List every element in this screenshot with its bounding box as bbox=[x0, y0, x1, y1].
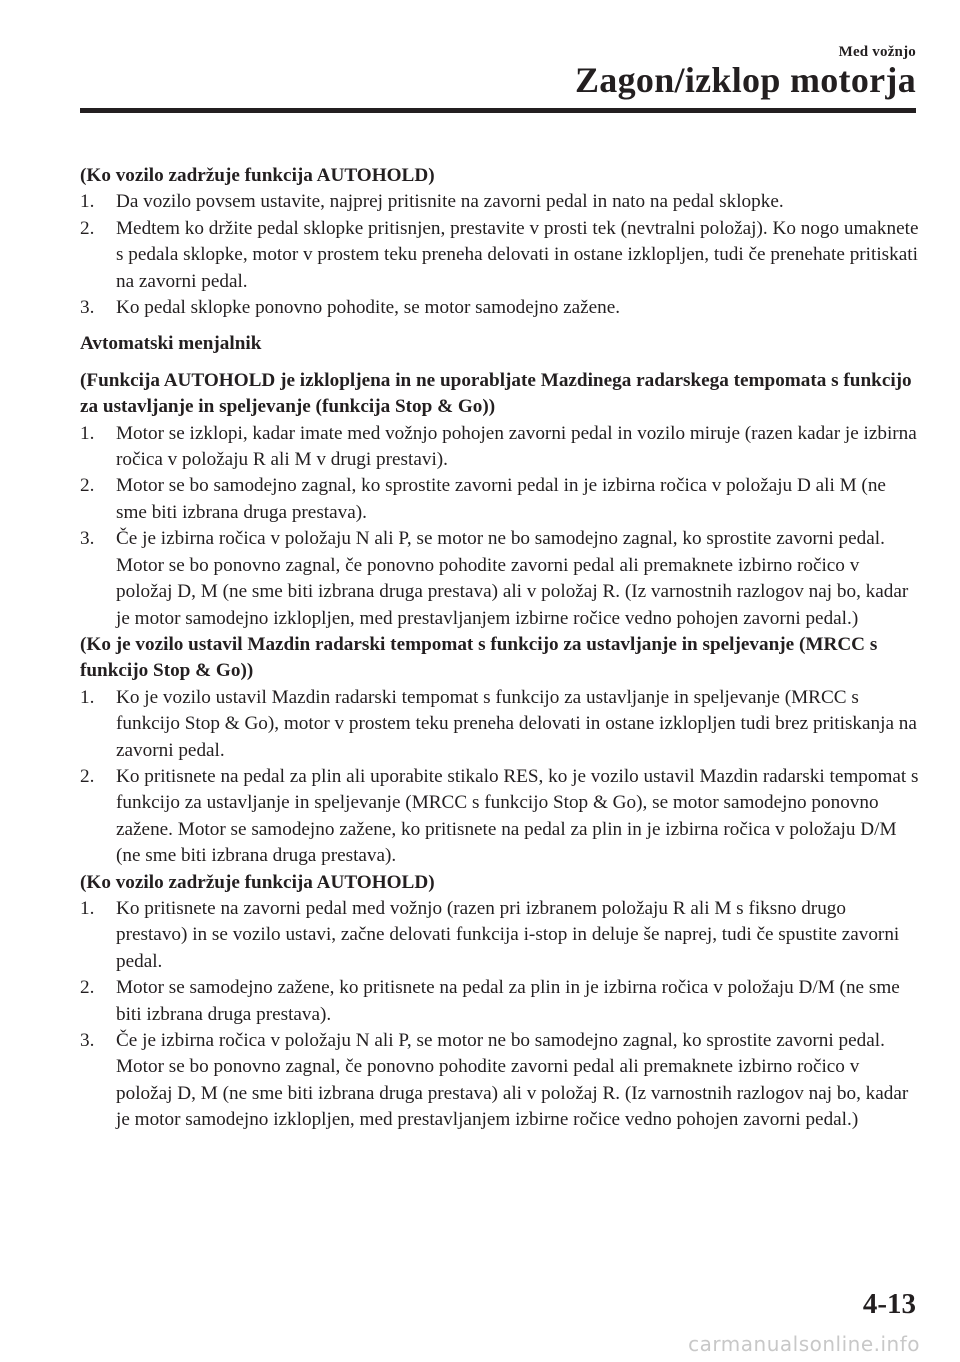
page-title: Zagon/izklop motorja bbox=[574, 60, 916, 100]
numbered-list bbox=[80, 421, 920, 632]
list-number: 1. bbox=[80, 686, 95, 708]
condition-heading: (Ko vozilo zadržuje funkcija AUTOHOLD) bbox=[80, 165, 435, 186]
list-text: Ko pedal sklopke ponovno pohodite, se motor samodejno zažene. bbox=[116, 297, 621, 319]
list-number: 1. bbox=[80, 191, 95, 213]
list-number: 1. bbox=[80, 422, 95, 444]
list-text: Motor se bo samodejno zagnal, ko sprostite zavorni pedal in je izbirna ročica v položaju D ali M (ne sme biti izbrana druga prestava). bbox=[116, 475, 886, 523]
list-item bbox=[80, 1028, 920, 1134]
condition-heading: (Ko vozilo zadržuje funkcija AUTOHOLD) bbox=[80, 871, 435, 893]
list-number: 2. bbox=[80, 977, 95, 999]
list-number: 2. bbox=[80, 217, 95, 239]
list-item bbox=[80, 526, 920, 632]
section-label: Med vožnjo bbox=[838, 44, 916, 60]
list-number: 3. bbox=[80, 528, 95, 550]
list-item bbox=[80, 421, 920, 474]
list-item bbox=[80, 189, 920, 215]
list-text: Če je izbirna ročica v položaju N ali P, se motor ne bo samodejno zagnal, ko sprostite zavorni pedal. Motor se bo ponovno zagnal, če ponovno pohodite zavorni pedal ali premaknete izbirno ročico v položaj D, M (ne sme biti izbrana druga prestava) ali v položaj R. (Iz varnostnih razlogov naj bo, kadar je motor samodejno izklopljen, med prestavljanjem izbirne ročice vedno pohojen zavorni pedal.) bbox=[116, 1030, 909, 1131]
numbered-list bbox=[80, 189, 920, 321]
list-text: Motor se izklopi, kadar imate med vožnjo pohojen zavorni pedal in vozilo miruje (razen kadar je izbirna ročica v položaju R ali M v drugi prestavi). bbox=[116, 422, 917, 471]
list-item bbox=[80, 896, 920, 975]
list-number: 3. bbox=[80, 1030, 95, 1051]
condition-heading: (Funkcija AUTOHOLD je izklopljena in ne uporabljate Mazdinega radarskega tempomata s funkcijo za ustavljanje in speljevanje (funkcija Stop & Go)) bbox=[80, 369, 912, 418]
list-item bbox=[80, 764, 920, 870]
watermark: carmanualsonline.info bbox=[688, 1332, 920, 1356]
numbered-list bbox=[80, 685, 920, 870]
list-text: Motor se samodejno zažene, ko pritisnete na pedal za plin in je izbirna ročica v položaju D/M (ne sme biti izbrana druga prestava). bbox=[116, 977, 900, 1025]
list-item bbox=[80, 975, 920, 1028]
list-item bbox=[80, 295, 920, 321]
list-text: Ko je vozilo ustavil Mazdin radarski tempomat s funkcijo za ustavljanje in speljevanje (MRCC s funkcijo Stop & Go), motor v prostem teku preneha delovati in ostane izklopljen tudi brez pritiskanja na zavorni pedal. bbox=[116, 686, 917, 761]
list-number: 1. bbox=[80, 897, 95, 919]
list-number: 2. bbox=[80, 475, 95, 497]
list-text: Medtem ko držite pedal sklopke pritisnjen, prestavite v prosti tek (nevtralni položaj). Ko nogo umaknete s pedala sklopke, motor v prostem teku preneha delovati in ostane izklopljen, tudi če prenehate pritiskati na zavorni pedal. bbox=[116, 217, 919, 292]
list-number: 3. bbox=[80, 297, 95, 319]
page-content bbox=[80, 163, 920, 1134]
list-text: Ko pritisnete na zavorni pedal med vožnjo (razen pri izbranem položaju R ali M s fiksno drugo prestavo) in se vozilo ustavi, začne delovati funkcija i-stop in deluje še naprej, tudi če spustite zavorni pedal. bbox=[116, 897, 900, 972]
section-heading: Avtomatski menjalnik bbox=[80, 333, 262, 355]
list-text: Če je izbirna ročica v položaju N ali P, se motor ne bo samodejno zagnal, ko sprostite zavorni pedal. Motor se bo ponovno zagnal, če ponovno pohodite zavorni pedal ali premaknete izbirno ročico v položaj D, M (ne sme biti izbrana druga prestava) ali v položaj R. (Iz varnostnih razlogov naj bo, kadar je motor samodejno izklopljen, med prestavljanjem izbirne ročice vedno pohojen zavorni pedal.) bbox=[116, 528, 909, 629]
list-text: Da vozilo povsem ustavite, najprej pritisnite na zavorni pedal in nato na pedal sklopke. bbox=[116, 191, 784, 213]
header-rule bbox=[80, 108, 916, 113]
list-number: 2. bbox=[80, 765, 95, 787]
list-item bbox=[80, 685, 920, 764]
list-item bbox=[80, 473, 920, 526]
list-text: Ko pritisnete na pedal za plin ali uporabite stikalo RES, ko je vozilo ustavil Mazdin radarski tempomat s funkcijo za ustavljanje in speljevanje (MRCC s funkcijo Stop & Go), se motor samodejno ponovno zažene. Motor se samodejno zažene, ko pritisnete na pedal za plin in je izbirna ročica v položaju D/M (ne sme biti izbrana druga prestava). bbox=[116, 765, 919, 867]
list-item bbox=[80, 216, 920, 295]
numbered-list bbox=[80, 896, 920, 1134]
condition-heading: (Ko je vozilo ustavil Mazdin radarski tempomat s funkcijo za ustavljanje in speljevanje (MRCC s funkcijo Stop & Go)) bbox=[80, 633, 878, 682]
page-number: 4-13 bbox=[862, 1288, 916, 1320]
